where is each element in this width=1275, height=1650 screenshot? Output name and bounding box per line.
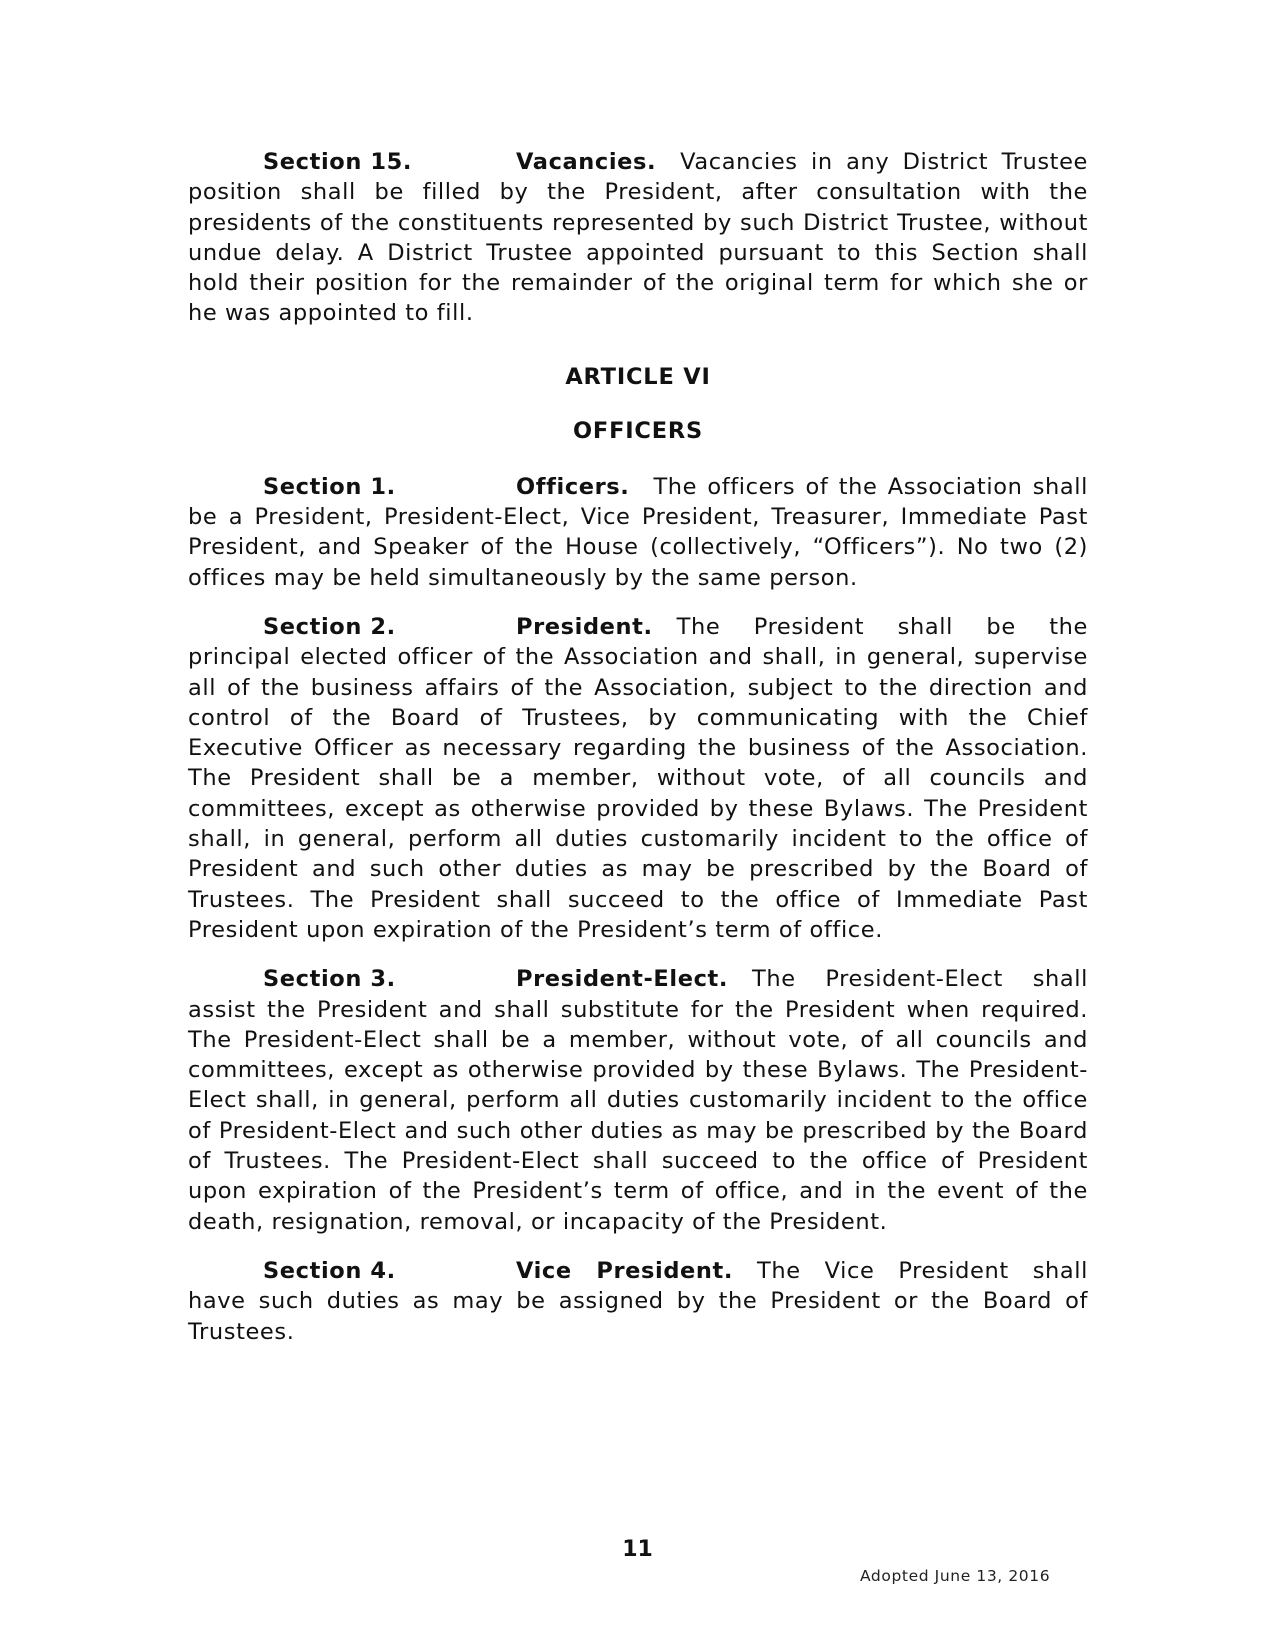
section-number: Section 4.: [263, 1257, 396, 1284]
section-title: Officers.: [516, 473, 630, 500]
page-number: 11: [622, 1537, 653, 1562]
section-4: [188, 1256, 1088, 1347]
section-text: The officers of the Association shall be a President, President-Elect, Vice President, Treasurer, Immediate Past President, and Speaker of the House (collectively, “Officers”). No two (2) offices may be held simultaneously by the same person.: [188, 473, 1088, 591]
article-title: OFFICERS: [572, 417, 704, 444]
section-title: President-Elect.: [516, 966, 729, 993]
section-text: The President-Elect shall assist the President and shall substitute for the President when required. The President-Elect shall be a member, without vote, of all councils and committees, except as otherwise provided by these Bylaws. The President-Elect shall, in general, perform all duties customarily incident to the office of President-Elect and such other duties as may be prescribed by the Board of Trustees. The President-Elect shall succeed to the office of President upon expiration of the President’s term of office, and in the event of the death, resignation, removal, or incapacity of the President.: [188, 966, 1088, 1235]
document-body: [188, 147, 1088, 1366]
section-text: The President shall be the principal elected officer of the Association and shall, in general, supervise all of the business affairs of the Association, subject to the direction and control of the Board of Trustees, by communicating with the Chief Executive Officer as necessary regarding the business of the Association. The President shall be a member, without vote, of all councils and committees, except as otherwise provided by these Bylaws. The President shall, in general, perform all duties customarily incident to the office of President and such other duties as may be prescribed by the Board of Trustees. The President shall succeed to the office of Immediate Past President upon expiration of the President’s term of office.: [188, 613, 1088, 943]
article-heading: ARTICLE VI: [565, 363, 711, 390]
section-text: The Vice President shall have such duties as may be assigned by the President or the Board of Trustees.: [188, 1257, 1088, 1345]
section-15: [188, 147, 1088, 329]
section-number: Section 1.: [263, 473, 396, 500]
section-text: Vacancies in any District Trustee position shall be filled by the President, after consultation with the presidents of the constituents represented by such District Trustee, without undue delay. A District Trustee appointed pursuant to this Section shall hold their position for the remainder of the original term for which she or he was appointed to fill.: [188, 149, 1088, 327]
section-number: Section 3.: [263, 966, 396, 993]
section-2: [188, 612, 1088, 945]
section-title: Vacancies.: [516, 149, 657, 175]
section-title: President.: [516, 613, 653, 640]
adoption-date-footer: Adopted June 13, 2016: [860, 1567, 1051, 1585]
section-number: Section 15.: [263, 149, 413, 175]
section-title: Vice President.: [516, 1257, 734, 1284]
section-3: [188, 964, 1088, 1237]
section-1: [188, 472, 1088, 593]
section-number: Section 2.: [263, 613, 396, 640]
